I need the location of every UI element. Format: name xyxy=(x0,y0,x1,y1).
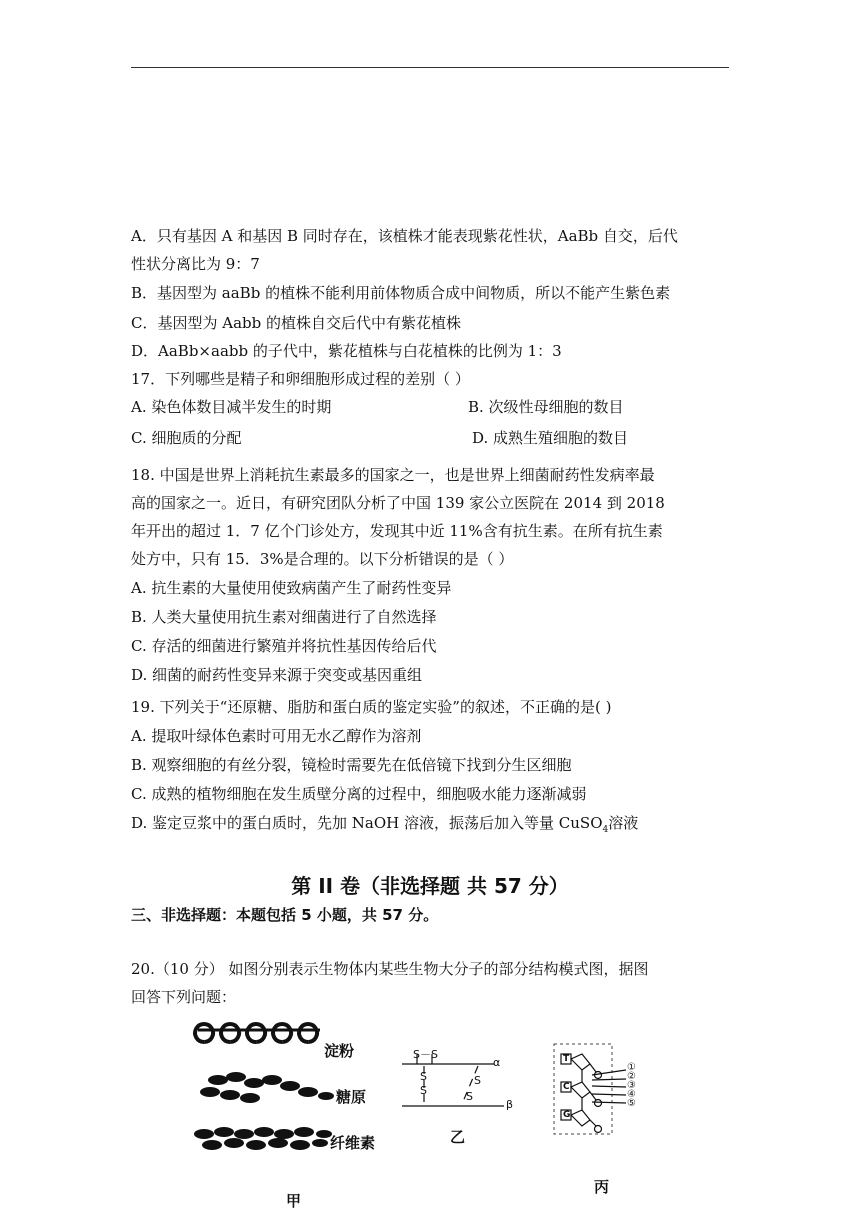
q16-option-a-line1: A．只有基因 A 和基因 B 同时存在，该植株才能表现紫花性状，AaBb 自交，后代 xyxy=(131,227,678,245)
base-c: C xyxy=(563,1082,570,1092)
alpha-label: α xyxy=(493,1056,501,1069)
q18-option-a: A. 抗生素的大量使用使致病菌产生了耐药性变异 xyxy=(131,579,452,597)
figure-jia-label: 甲 xyxy=(286,1192,302,1210)
marker-5: ⑤ xyxy=(627,1098,636,1109)
beta-label: β xyxy=(506,1098,514,1111)
q19-option-d-text: D. 鉴定豆浆中的蛋白质时，先加 NaOH 溶液，振荡后加入等量 CuSO xyxy=(131,814,603,832)
figure-yi-label: 乙 xyxy=(450,1128,466,1146)
q17-option-a: A. 染色体数目减半发生的时期 xyxy=(131,398,332,416)
glycogen-label: 糖原 xyxy=(336,1088,367,1106)
q16-option-a-line2: 性状分离比为 9：7 xyxy=(131,255,260,273)
marker-3: ③ xyxy=(627,1080,636,1091)
q20-stem-line2: 回答下列问题： xyxy=(131,988,237,1006)
q17-stem: 17．下列哪些是精子和卵细胞形成过程的差别（ ） xyxy=(131,370,470,388)
yi-s-char-2: S xyxy=(420,1084,427,1097)
yi-s-char-1: S xyxy=(420,1070,427,1083)
q16-option-b: B．基因型为 aaBb 的植株不能利用前体物质合成中间物质，所以不能产生紫色素 xyxy=(131,284,671,302)
yi-s-char-3: S xyxy=(474,1074,481,1087)
yi-s-char-4: S xyxy=(466,1090,473,1103)
q19-option-c: C. 成熟的植物细胞在发生质壁分离的过程中，细胞吸水能力逐渐减弱 xyxy=(131,785,587,803)
q18-option-b: B. 人类大量使用抗生素对细菌进行了自然选择 xyxy=(131,608,437,626)
cellulose-label: 纤维素 xyxy=(330,1134,376,1152)
q18-option-c: C. 存活的细菌进行繁殖并将抗性基因传给后代 xyxy=(131,637,437,655)
base-g: G xyxy=(563,1110,571,1120)
q17-option-c: C. 细胞质的分配 xyxy=(131,429,242,447)
q19-option-d-subscript: 4 xyxy=(602,825,609,835)
starch-chain xyxy=(195,1024,320,1042)
header-rule xyxy=(131,67,729,68)
q18-option-d: D. 细菌的耐药性变异来源于突变或基因重组 xyxy=(131,666,423,684)
q19-option-b: B. 观察细胞的有丝分裂，镜检时需要先在低倍镜下找到分生区细胞 xyxy=(131,756,572,774)
section-subtitle: 三、非选择题：本题包括 5 小题，共 57 分。 xyxy=(131,906,439,924)
marker-2: ② xyxy=(627,1071,636,1082)
q19-option-a: A. 提取叶绿体色素时可用无水乙醇作为溶剂 xyxy=(131,727,422,745)
q18-stem-line3: 年开出的超过 1．7 亿个门诊处方，发现其中近 11%含有抗生素。在所有抗生素 xyxy=(131,522,663,540)
section-title: 第 II 卷（非选择题 共 57 分） xyxy=(291,874,569,898)
q20-stem-line1: 20.（10 分） 如图分别表示生物体内某些生物大分子的部分结构模式图，据图 xyxy=(131,960,649,978)
base-t: T xyxy=(563,1054,570,1064)
q19-option-d xyxy=(131,813,638,840)
q16-option-d: D．AaBb×aabb 的子代中，紫花植株与白花植株的比例为 1：3 xyxy=(131,342,562,360)
q18-stem-line4: 处方中，只有 15．3%是合理的。以下分析错误的是（ ） xyxy=(131,550,514,568)
glycogen-chain xyxy=(200,1072,334,1103)
q17-option-b: B. 次级性母细胞的数目 xyxy=(468,398,624,416)
q19-stem: 19. 下列关于“还原糖、脂肪和蛋白质的鉴定实验”的叙述，不正确的是( ) xyxy=(131,698,612,716)
q17-option-d: D. 成熟生殖细胞的数目 xyxy=(472,429,629,447)
starch-label: 淀粉 xyxy=(324,1042,355,1060)
marker-4: ④ xyxy=(627,1089,636,1100)
q16-option-c: C．基因型为 Aabb 的植株自交后代中有紫花植株 xyxy=(131,314,461,332)
q18-stem-line1: 18. 中国是世界上消耗抗生素最多的国家之一，也是世界上细菌耐药性发病率最 xyxy=(131,466,655,484)
yi-ss-label: S－S xyxy=(413,1048,438,1061)
q19-option-d-end: 溶液 xyxy=(608,814,639,832)
figure-bing-label: 丙 xyxy=(594,1178,610,1196)
cellulose-chain xyxy=(194,1127,332,1150)
marker-1: ① xyxy=(627,1062,636,1073)
q18-stem-line2: 高的国家之一。近日，有研究团队分析了中国 139 家公立医院在 2014 到 2018 xyxy=(131,494,665,512)
